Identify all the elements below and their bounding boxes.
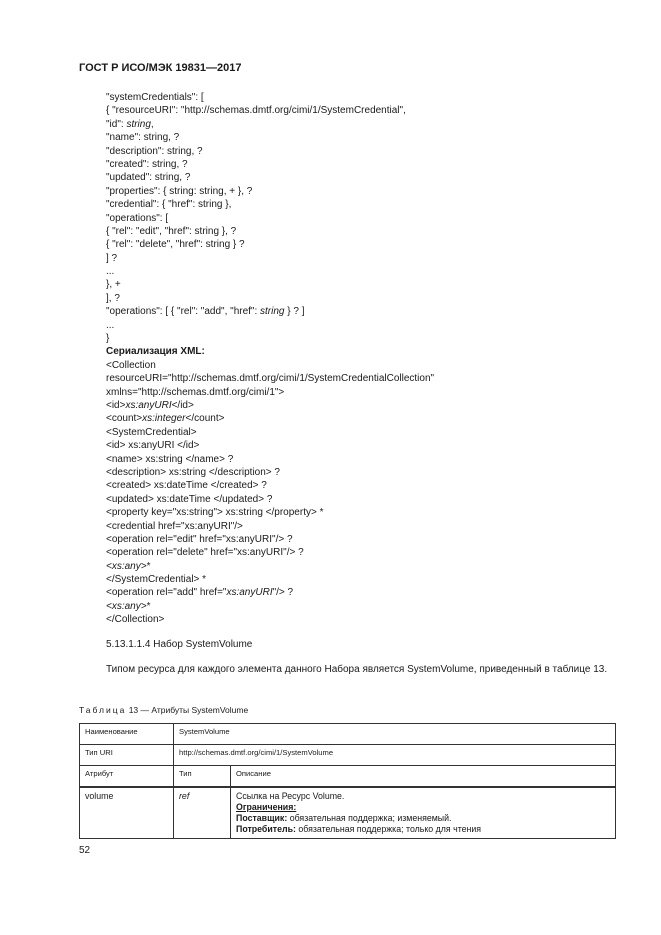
code-line: "systemCredentials": [ — [106, 92, 204, 103]
code-line: ... — [106, 319, 115, 331]
column-header: Атрибут — [80, 766, 174, 788]
table-row — [80, 745, 616, 766]
consumer-label: Потребитель: — [236, 824, 296, 834]
code-listing — [106, 91, 626, 627]
code-line: <id>xs:anyURI</id> — [106, 399, 194, 411]
code-line: "name": string, ? — [106, 132, 180, 144]
code-line: { "rel": "delete", "href": string } ? — [106, 239, 245, 251]
code-line: "updated": string, ? — [106, 172, 191, 184]
code-line: <SystemCredential> — [106, 426, 197, 438]
code-line: ], ? — [106, 292, 120, 304]
code-line: { "rel": "edit", "href": string }, ? — [106, 225, 237, 237]
table-cell: Наименование — [80, 724, 174, 745]
document-header: ГОСТ Р ИСО/МЭК 19831—2017 — [79, 62, 242, 74]
code-line: <Collection — [106, 359, 156, 371]
provider-label: Поставщик: — [236, 813, 288, 823]
code-line: ] ? — [106, 252, 118, 264]
consumer-line — [236, 824, 610, 835]
code-line: }, + — [106, 279, 121, 291]
table-row — [80, 724, 616, 745]
description-line: Ссылка на Ресурс Volume. — [236, 791, 345, 801]
section-title: Набор SystemVolume — [153, 639, 253, 650]
code-line: </SystemCredential> * — [106, 574, 207, 586]
code-line: <id> xs:anyURI </id> — [106, 440, 200, 452]
code-line: <count>xs:integer</count> — [106, 413, 225, 425]
attribute-type — [174, 787, 231, 839]
section-number: 5.13.1.1.4 — [106, 639, 151, 650]
code-line: ... — [106, 266, 115, 278]
code-line: </Collection> — [106, 614, 165, 626]
code-line: "operations": [ { "rel": "add", "href": string } ? ] — [106, 306, 305, 318]
attribute-type-value: ref — [179, 791, 190, 801]
code-line: { "resourceURI": "http://schemas.dmtf.org/cimi/1/SystemCredential", — [106, 105, 406, 117]
code-line: } — [106, 333, 110, 345]
section-heading — [106, 639, 252, 650]
code-line: resourceURI="http://schemas.dmtf.org/cimi/1/SystemCredentialCollection" — [106, 373, 435, 385]
column-header: Тип — [174, 766, 231, 788]
column-header: Описание — [231, 766, 616, 788]
constraints-label: Ограничения: — [236, 802, 297, 812]
code-line: "description": string, ? — [106, 145, 203, 157]
code-line: <operation rel="edit" href="xs:anyURI"/> ? — [106, 533, 293, 545]
code-line: xmlns="http://schemas.dmtf.org/cimi/1"> — [106, 386, 285, 398]
table-header-row — [80, 766, 616, 788]
code-line: <credential href="xs:anyURI"/> — [106, 520, 243, 532]
code-line: <property key="xs:string"> xs:string </property> * — [106, 507, 324, 519]
provider-line — [236, 813, 610, 824]
code-line: <updated> xs:dateTime </updated> ? — [106, 493, 273, 505]
attributes-table — [79, 723, 616, 839]
code-line: <operation rel="add" href="xs:anyURI"/> ? — [106, 587, 294, 599]
code-line: "id": string, — [106, 118, 154, 130]
consumer-text: обязательная поддержка; только для чтения — [295, 824, 482, 834]
code-line: "operations": [ — [106, 212, 169, 224]
table-cell: SystemVolume — [174, 724, 616, 745]
code-line: "credential": { "href": string }, — [106, 199, 232, 211]
xml-serialization-heading: Сериализация XML: — [106, 346, 205, 358]
table-caption-prefix: Таблица — [79, 705, 127, 715]
attribute-name: volume — [80, 787, 174, 839]
code-line: <name> xs:string </name> ? — [106, 453, 234, 465]
page-number: 52 — [79, 845, 91, 856]
code-line: <operation rel="delete" href="xs:anyURI"/> ? — [106, 547, 304, 559]
code-line: <xs:any>* — [106, 600, 151, 612]
attribute-description — [231, 787, 616, 839]
table-cell: http://schemas.dmtf.org/cimi/1/SystemVolume — [174, 745, 616, 766]
code-line: <description> xs:string </description> ? — [106, 466, 280, 478]
body-paragraph — [79, 663, 615, 677]
table-caption-text: 13 — Атрибуты SystemVolume — [126, 705, 249, 715]
code-line: <xs:any>* — [106, 560, 151, 572]
table-caption — [79, 705, 248, 715]
code-line: <created> xs:dateTime </created> ? — [106, 480, 267, 492]
table-row — [80, 787, 616, 839]
table-cell: Тип URI — [80, 745, 174, 766]
paragraph-text: Типом ресурса для каждого элемента данного Набора является SystemVolume, приведенный в таблице 13. — [106, 664, 608, 675]
code-line: "created": string, ? — [106, 158, 188, 170]
provider-text: обязательная поддержка; изменяемый. — [287, 813, 452, 823]
code-line: "properties": { string: string, + }, ? — [106, 185, 253, 197]
